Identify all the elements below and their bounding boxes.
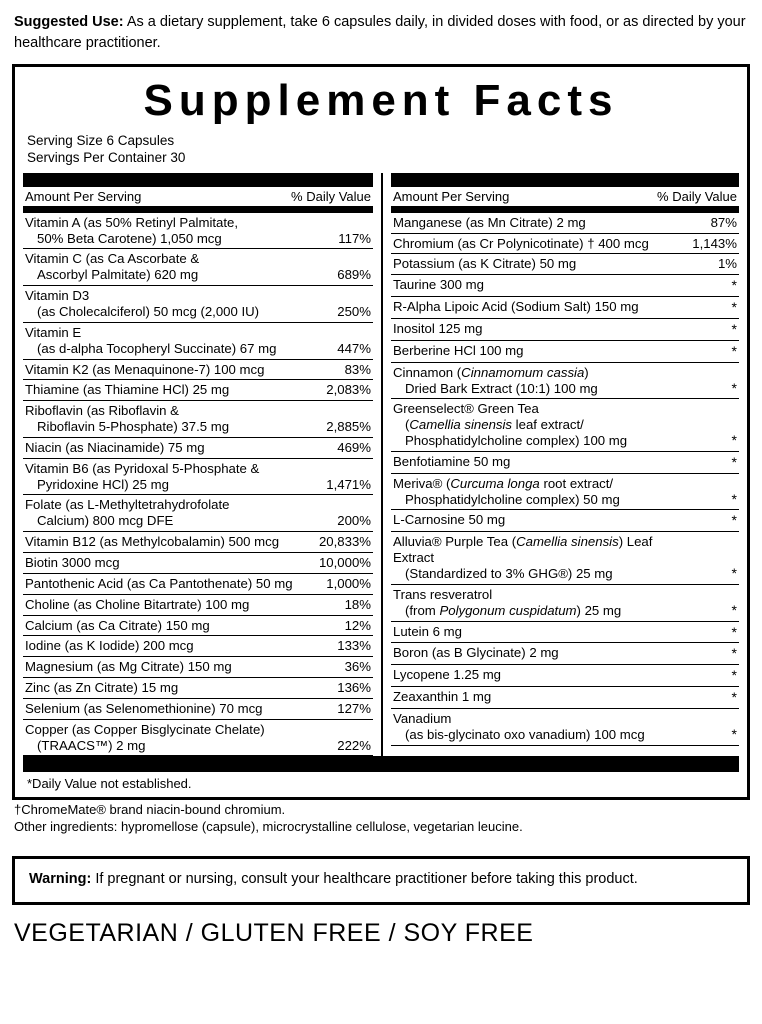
warning-box bbox=[12, 856, 750, 905]
nutrition-column-left bbox=[23, 173, 381, 757]
nutrient-daily-value: 133% bbox=[311, 636, 373, 657]
nutrient-daily-value: * bbox=[677, 297, 739, 319]
column-header-left bbox=[23, 187, 373, 213]
nutrient-row bbox=[391, 643, 739, 665]
nutrient-name: Lycopene 1.25 mg bbox=[391, 665, 677, 687]
nutrient-row bbox=[23, 359, 373, 380]
nutrient-row bbox=[23, 322, 373, 359]
nutrient-name: Greenselect® Green Tea (Camellia sinensis leaf extract/ Phosphatidylcholine complex) 100 mg bbox=[391, 399, 677, 452]
nutrient-daily-value: * bbox=[677, 399, 739, 452]
nutrient-daily-value: 2,885% bbox=[311, 401, 373, 438]
nutrition-column-right bbox=[381, 173, 739, 757]
nutrient-row bbox=[23, 380, 373, 401]
nutrient-row bbox=[391, 319, 739, 341]
warning-text: If pregnant or nursing, consult your healthcare practitioner before taking this product. bbox=[91, 871, 638, 888]
nutrient-daily-value: 250% bbox=[311, 286, 373, 323]
nutrient-name: Vanadium (as bis-glycinato oxo vanadium) 100 mcg bbox=[391, 708, 677, 745]
nutrient-name: Chromium (as Cr Polynicotinate) † 400 mcg bbox=[391, 233, 677, 254]
nutrient-row bbox=[23, 573, 373, 594]
column-top-bar-left bbox=[23, 173, 373, 187]
serving-size: Serving Size 6 Capsules bbox=[27, 133, 175, 149]
nutrient-name: Choline (as Choline Bitartrate) 100 mg bbox=[23, 594, 311, 615]
nutrient-row bbox=[391, 362, 739, 399]
nutrient-row bbox=[391, 510, 739, 532]
nutrient-row bbox=[23, 401, 373, 438]
nutrient-daily-value: * bbox=[677, 340, 739, 362]
nutrient-name: Lutein 6 mg bbox=[391, 621, 677, 643]
chromemate-note: †ChromeMate® brand niacin-bound chromium. bbox=[14, 802, 286, 818]
nutrient-row bbox=[23, 678, 373, 699]
serving-info bbox=[27, 133, 739, 167]
nutrient-name: Calcium (as Ca Citrate) 150 mg bbox=[23, 615, 311, 636]
nutrient-name: Vitamin A (as 50% Retinyl Palmitate, 50% Beta Carotene) 1,050 mcg bbox=[23, 213, 311, 249]
nutrient-row bbox=[391, 665, 739, 687]
nutrient-daily-value: 12% bbox=[311, 615, 373, 636]
dietary-claim: VEGETARIAN / GLUTEN FREE / SOY FREE bbox=[14, 919, 534, 948]
nutrient-daily-value: * bbox=[677, 362, 739, 399]
nutrient-daily-value: * bbox=[677, 665, 739, 687]
nutrient-row bbox=[23, 657, 373, 678]
nutrient-name: Berberine HCl 100 mg bbox=[391, 340, 677, 362]
nutrient-daily-value: 10,000% bbox=[311, 552, 373, 573]
nutrient-row bbox=[23, 615, 373, 636]
supplement-facts-panel bbox=[12, 64, 750, 800]
nutrient-row bbox=[391, 532, 739, 585]
nutrient-table-left bbox=[23, 213, 373, 757]
nutrient-name: Magnesium (as Mg Citrate) 150 mg bbox=[23, 657, 311, 678]
suggested-use-label: Suggested Use: bbox=[14, 14, 124, 30]
nutrient-daily-value: 689% bbox=[311, 249, 373, 286]
nutrient-row bbox=[391, 584, 739, 621]
nutrient-row bbox=[23, 286, 373, 323]
nutrient-name: Copper (as Copper Bisglycinate Chelate) (TRAACS™) 2 mg bbox=[23, 719, 311, 756]
nutrient-daily-value: * bbox=[677, 451, 739, 473]
nutrient-daily-value: * bbox=[677, 532, 739, 585]
nutrient-row bbox=[23, 636, 373, 657]
nutrient-row bbox=[391, 687, 739, 709]
nutrient-name: Vitamin C (as Ca Ascorbate & Ascorbyl Palmitate) 620 mg bbox=[23, 249, 311, 286]
nutrient-row bbox=[23, 594, 373, 615]
nutrient-name: Alluvia® Purple Tea (Camellia sinensis) Leaf Extract (Standardized to 3% GHG®) 25 mg bbox=[391, 532, 677, 585]
nutrient-daily-value: * bbox=[677, 687, 739, 709]
nutrient-daily-value: 83% bbox=[311, 359, 373, 380]
nutrient-name: Riboflavin (as Riboflavin & Riboflavin 5-Phosphate) 37.5 mg bbox=[23, 401, 311, 438]
nutrient-row bbox=[391, 213, 739, 233]
nutrient-name: Manganese (as Mn Citrate) 2 mg bbox=[391, 213, 677, 233]
nutrient-daily-value: * bbox=[677, 643, 739, 665]
nutrient-daily-value: 136% bbox=[311, 678, 373, 699]
nutrient-daily-value: * bbox=[677, 319, 739, 341]
nutrient-row bbox=[23, 698, 373, 719]
nutrient-name: Inositol 125 mg bbox=[391, 319, 677, 341]
nutrient-name: Iodine (as K Iodide) 200 mcg bbox=[23, 636, 311, 657]
nutrient-name: Benfotiamine 50 mg bbox=[391, 451, 677, 473]
nutrition-columns bbox=[23, 173, 739, 757]
nutrient-row bbox=[391, 254, 739, 275]
nutrient-name: Vitamin D3 (as Cholecalciferol) 50 mcg (2,000 IU) bbox=[23, 286, 311, 323]
nutrient-daily-value: 200% bbox=[311, 495, 373, 532]
nutrient-daily-value: 127% bbox=[311, 698, 373, 719]
servings-per-container: Servings Per Container 30 bbox=[27, 149, 186, 165]
nutrient-name: Vitamin B12 (as Methylcobalamin) 500 mcg bbox=[23, 532, 311, 553]
nutrient-name: Zinc (as Zn Citrate) 15 mg bbox=[23, 678, 311, 699]
nutrient-row bbox=[391, 473, 739, 510]
nutrient-row bbox=[391, 451, 739, 473]
nutrient-name: Vitamin E (as d-alpha Tocopheryl Succinate) 67 mg bbox=[23, 322, 311, 359]
nutrient-daily-value: 1,143% bbox=[677, 233, 739, 254]
nutrient-row bbox=[23, 532, 373, 553]
nutrient-row bbox=[23, 213, 373, 249]
nutrient-daily-value: 1% bbox=[677, 254, 739, 275]
daily-value-header-right: % Daily Value bbox=[657, 188, 737, 204]
nutrient-name: Pantothenic Acid (as Ca Pantothenate) 50 mg bbox=[23, 573, 311, 594]
nutrient-row bbox=[391, 275, 739, 297]
nutrient-name: Meriva® (Curcuma longa root extract/ Phosphatidylcholine complex) 50 mg bbox=[391, 473, 677, 510]
panel-notes bbox=[12, 800, 750, 842]
column-header-right bbox=[391, 187, 739, 213]
nutrient-row bbox=[23, 437, 373, 458]
nutrient-daily-value: 447% bbox=[311, 322, 373, 359]
nutrient-name: Niacin (as Niacinamide) 75 mg bbox=[23, 437, 311, 458]
daily-value-footnote: *Daily Value not established. bbox=[27, 776, 192, 792]
column-top-bar-right bbox=[391, 173, 739, 187]
nutrient-table-right bbox=[391, 213, 739, 746]
nutrient-row bbox=[391, 399, 739, 452]
nutrient-name: Biotin 3000 mcg bbox=[23, 552, 311, 573]
nutrient-row bbox=[23, 719, 373, 756]
nutrient-row bbox=[23, 552, 373, 573]
nutrient-name: Cinnamon (Cinnamomum cassia) Dried Bark Extract (10:1) 100 mg bbox=[391, 362, 677, 399]
nutrient-daily-value: 1,000% bbox=[311, 573, 373, 594]
nutrient-name: Potassium (as K Citrate) 50 mg bbox=[391, 254, 677, 275]
nutrient-row bbox=[391, 297, 739, 319]
nutrient-name: Thiamine (as Thiamine HCl) 25 mg bbox=[23, 380, 311, 401]
nutrient-row bbox=[23, 249, 373, 286]
nutrient-row bbox=[23, 495, 373, 532]
nutrient-name: Boron (as B Glycinate) 2 mg bbox=[391, 643, 677, 665]
nutrient-daily-value: * bbox=[677, 473, 739, 510]
nutrient-daily-value: 87% bbox=[677, 213, 739, 233]
nutrient-row bbox=[391, 340, 739, 362]
nutrient-row bbox=[23, 458, 373, 495]
suggested-use-body: As a dietary supplement, take 6 capsules daily, in divided doses with food, or as directed by your healthcare practitioner. bbox=[14, 14, 746, 52]
nutrient-name: Taurine 300 mg bbox=[391, 275, 677, 297]
nutrient-name: Selenium (as Selenomethionine) 70 mcg bbox=[23, 698, 311, 719]
panel-bottom-bar bbox=[23, 756, 739, 772]
other-ingredients: Other ingredients: hypromellose (capsule), microcrystalline cellulose, vegetarian leucine. bbox=[14, 819, 523, 835]
nutrient-daily-value: 36% bbox=[311, 657, 373, 678]
nutrient-name: Trans resveratrol (from Polygonum cuspidatum) 25 mg bbox=[391, 584, 677, 621]
nutrient-daily-value: 2,083% bbox=[311, 380, 373, 401]
nutrient-daily-value: * bbox=[677, 621, 739, 643]
nutrient-daily-value: 117% bbox=[311, 213, 373, 249]
supplement-facts-title: Supplement Facts bbox=[143, 76, 619, 126]
nutrient-daily-value: * bbox=[677, 275, 739, 297]
nutrient-name: Folate (as L-Methyltetrahydrofolate Calcium) 800 mcg DFE bbox=[23, 495, 311, 532]
nutrient-name: Vitamin K2 (as Menaquinone-7) 100 mcg bbox=[23, 359, 311, 380]
nutrient-name: Zeaxanthin 1 mg bbox=[391, 687, 677, 709]
nutrient-daily-value: * bbox=[677, 510, 739, 532]
nutrient-daily-value: 469% bbox=[311, 437, 373, 458]
nutrient-daily-value: 18% bbox=[311, 594, 373, 615]
daily-value-header-left: % Daily Value bbox=[291, 188, 371, 204]
nutrient-name: L-Carnosine 50 mg bbox=[391, 510, 677, 532]
nutrient-name: Vitamin B6 (as Pyridoxal 5-Phosphate & Pyridoxine HCl) 25 mg bbox=[23, 458, 311, 495]
nutrient-daily-value: 222% bbox=[311, 719, 373, 756]
suggested-use-text bbox=[14, 12, 748, 54]
warning-label: Warning: bbox=[29, 871, 92, 888]
nutrient-daily-value: * bbox=[677, 584, 739, 621]
nutrient-daily-value: 1,471% bbox=[311, 458, 373, 495]
nutrient-daily-value: 20,833% bbox=[311, 532, 373, 553]
amount-per-serving-header-left: Amount Per Serving bbox=[25, 188, 142, 204]
amount-per-serving-header-right: Amount Per Serving bbox=[393, 188, 510, 204]
nutrient-name: R-Alpha Lipoic Acid (Sodium Salt) 150 mg bbox=[391, 297, 677, 319]
nutrient-daily-value: * bbox=[677, 708, 739, 745]
nutrient-row bbox=[391, 233, 739, 254]
nutrient-row bbox=[391, 708, 739, 745]
nutrient-row bbox=[391, 621, 739, 643]
